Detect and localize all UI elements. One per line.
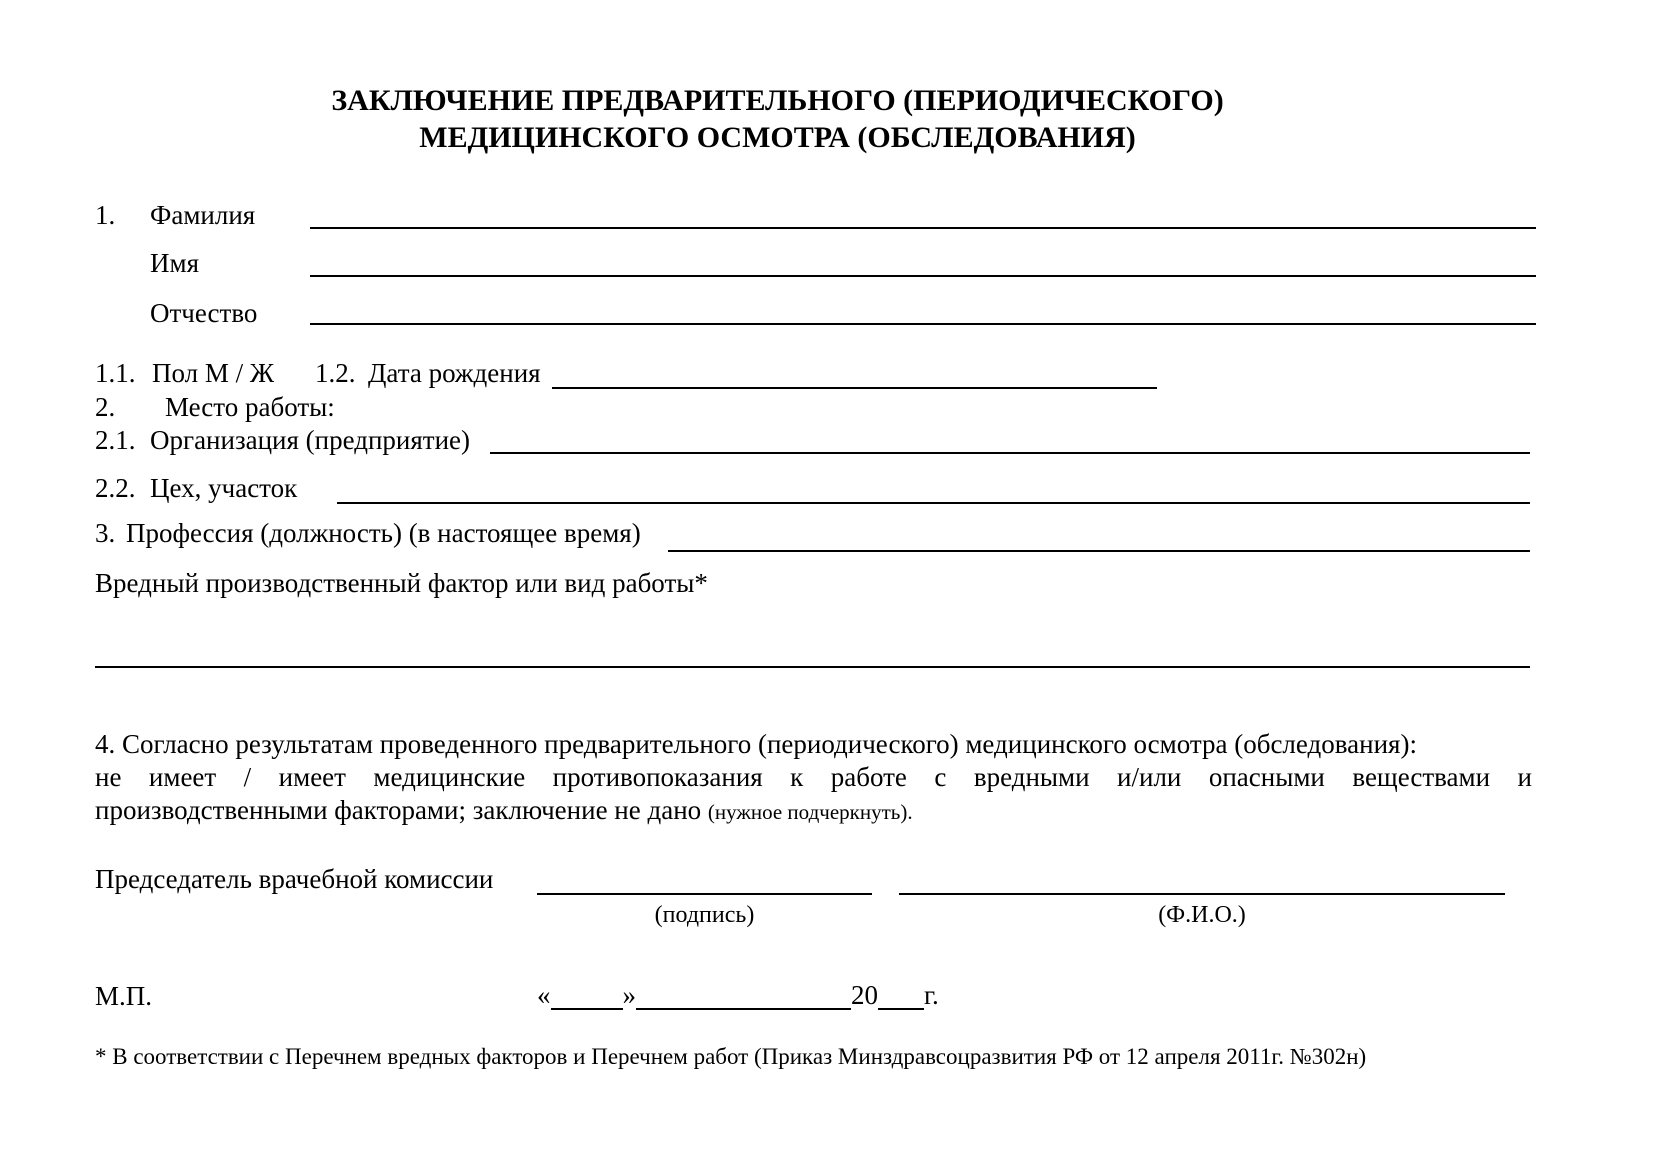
profession-field-line bbox=[668, 550, 1530, 552]
organization-field-line bbox=[490, 452, 1530, 454]
form-title bbox=[95, 82, 1460, 156]
workshop-number: 2.2. bbox=[95, 473, 136, 503]
patronymic-label: Отчество bbox=[150, 298, 258, 328]
organization-number: 2.1. bbox=[95, 425, 136, 455]
date-year-suffix: г. bbox=[924, 980, 939, 1010]
chairman-name-line bbox=[899, 893, 1505, 895]
hazard-factor-label: Вредный производственный фактор или вид работы* bbox=[95, 568, 708, 598]
form-title-line2: МЕДИЦИНСКОГО ОСМОТРА (ОБСЛЕДОВАНИЯ) bbox=[419, 121, 1136, 154]
birth-date-number: 1.2. bbox=[315, 358, 356, 388]
conclusion-line1: 4. Согласно результатам проведенного предварительного (периодического) медицинского осмотра (обследования): bbox=[95, 729, 1417, 759]
birth-date-label: Дата рождения bbox=[368, 358, 541, 388]
signature-caption: (подпись) bbox=[654, 902, 755, 928]
full-name-caption: (Ф.И.О.) bbox=[1158, 902, 1246, 928]
stamp-place-label: М.П. bbox=[95, 981, 153, 1011]
organization-label: Организация (предприятие) bbox=[150, 425, 471, 455]
patronymic-field-line bbox=[310, 323, 1536, 325]
date-day-line bbox=[551, 1000, 623, 1010]
date-open-quote: « bbox=[537, 980, 551, 1010]
birth-date-field-line bbox=[552, 387, 1157, 389]
sex-label: Пол М / Ж bbox=[152, 358, 275, 388]
date-close-quote: » bbox=[622, 980, 636, 1010]
date-year-line bbox=[878, 1000, 924, 1010]
surname-label: Фамилия bbox=[150, 200, 256, 230]
underline-instruction-note: (нужное подчеркнуть). bbox=[707, 800, 913, 824]
form-title-line1: ЗАКЛЮЧЕНИЕ ПРЕДВАРИТЕЛЬНОГО (ПЕРИОДИЧЕСКОГО) bbox=[331, 84, 1224, 117]
surname-number: 1. bbox=[95, 200, 116, 230]
sex-number: 1.1. bbox=[95, 358, 136, 388]
conclusion-line3-text: производственными факторами; заключение не дано bbox=[95, 795, 702, 825]
date-year-prefix: 20 bbox=[851, 980, 878, 1010]
conclusion-line3 bbox=[95, 794, 1532, 829]
profession-label: Профессия (должность) (в настоящее время) bbox=[126, 518, 641, 548]
chairman-label: Председатель врачебной комиссии bbox=[95, 864, 494, 894]
profession-number: 3. bbox=[95, 518, 116, 548]
first-name-field-line bbox=[310, 275, 1536, 277]
hazard-factor-field-line bbox=[95, 666, 1530, 668]
conclusion-paragraph bbox=[95, 728, 1532, 829]
surname-field-line bbox=[310, 227, 1536, 229]
date-month-line bbox=[636, 1000, 851, 1010]
chairman-signature-line bbox=[537, 893, 872, 895]
footnote: * В соответствии с Перечнем вредных факторов и Перечнем работ (Приказ Минздравсоцразвития РФ от 12 апреля 2011г. №302н) bbox=[95, 1044, 1367, 1069]
workplace-label: Место работы: bbox=[165, 392, 335, 422]
date-line bbox=[537, 978, 939, 1010]
first-name-label: Имя bbox=[150, 248, 200, 278]
conclusion-line2: не имеет / имеет медицинские противопоказания к работе с вредными и/или опасными веществами и bbox=[95, 762, 1532, 792]
workshop-label: Цех, участок bbox=[150, 473, 298, 503]
workshop-field-line bbox=[337, 502, 1530, 504]
workplace-number: 2. bbox=[95, 392, 116, 422]
